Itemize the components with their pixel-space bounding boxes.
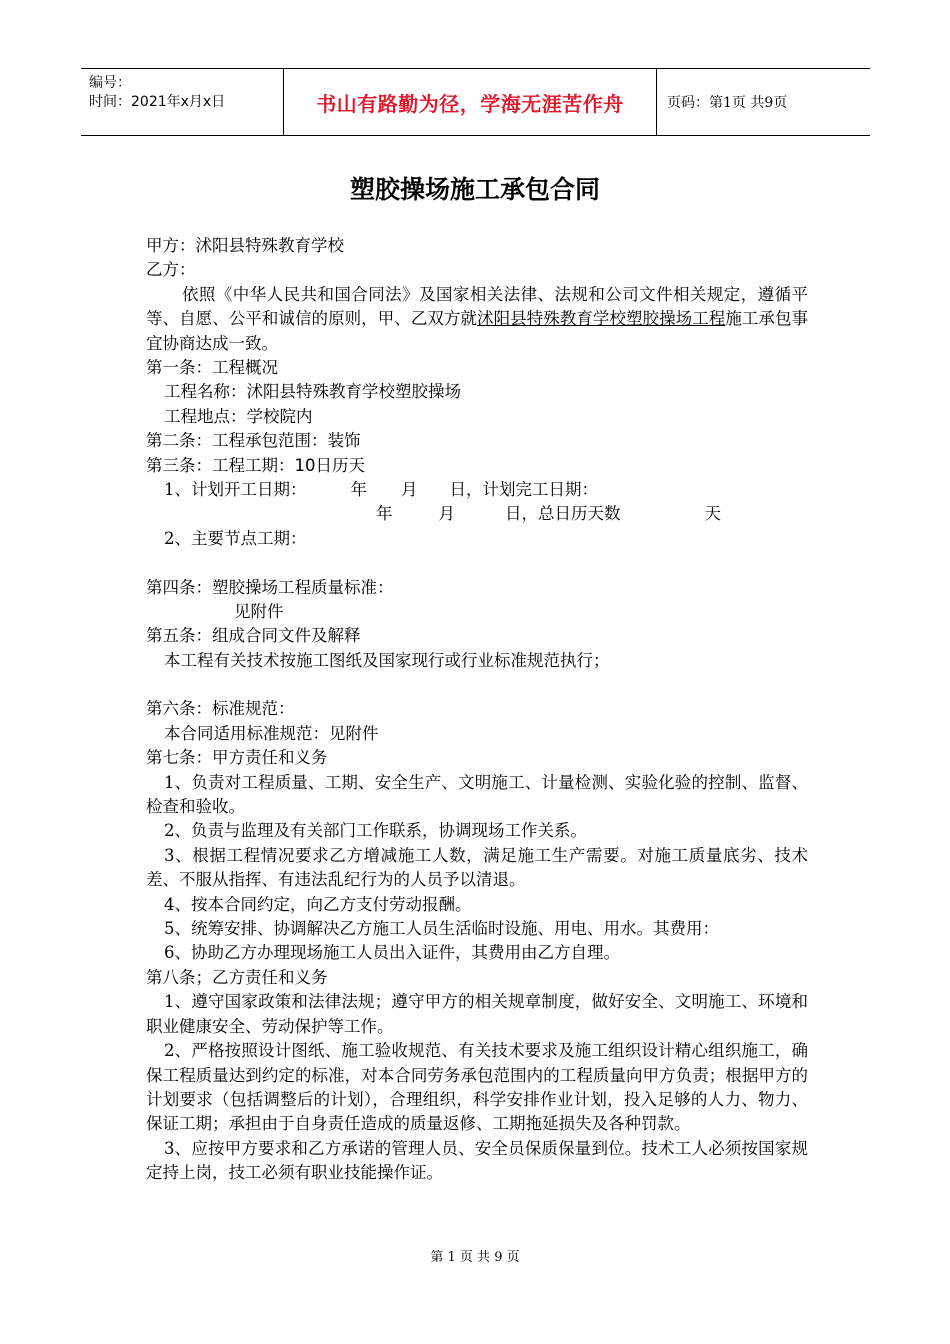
spacer [146,673,808,697]
art7-item: 1、负责对工程质量、工期、安全生产、文明施工、计量检测、实验化验的控制、监督、检查和验收。 [146,772,808,817]
art7-item: 4、按本合同约定，向乙方支付劳动报酬。 [164,894,472,914]
party-b: 乙方： [146,260,196,280]
time-label: 时间：2021年x月x日 [89,94,226,110]
art3-days-unit: 天 [704,504,721,524]
art6-body: 本合同适用标准规范：见附件 [164,723,379,743]
code-label: 编号： [89,75,131,91]
header-motto-cell [283,69,657,135]
art3-day-1: 日 [449,479,466,499]
intro-paragraph [146,283,808,356]
party-a: 甲方：沭阳县特殊教育学校 [146,236,344,255]
art7-item: 2、负责与监理及有关部门工作联系，协调现场工作关系。 [164,821,587,841]
art2-heading: 第二条：工程承包范围：装饰 [146,431,361,451]
art4-body: 见附件 [234,601,284,621]
spacer [146,551,808,575]
art1-heading: 第一条：工程概况 [146,358,278,377]
art3-start-label: 1、计划开工日期： [164,479,307,499]
art3-year-1: 年 [350,479,367,499]
art6-heading: 第六条：标准规范： [146,699,295,719]
art8-item: 3、应按甲方要求和乙方承诺的管理人员、安全员保质保量到位。技术工人必须按国家规定持上岗，技工必须有职业技能操作证。 [146,1138,808,1183]
art5-body: 本工程有关技术按施工图纸及国家现行或行业标准规范执行； [164,650,610,670]
art8-heading: 第八条；乙方责任和义务 [146,967,328,987]
intro-post: 施工承包事宜协商达成一致。 [146,309,809,353]
intro-project-name: 沭阳县特殊教育学校塑胶操场工程 [477,309,726,329]
page-label: 页码：第1页 共9页 [667,95,788,111]
art3-schedule-line2 [146,502,808,526]
art3-node: 2、主要节点工期： [164,528,307,548]
art7-heading: 第七条：甲方责任和义务 [146,748,328,768]
art3-schedule-line1 [146,478,808,502]
document-title: 塑胶操场施工承包合同 [349,175,600,204]
art3-heading: 第三条：工程工期：10日历天 [146,455,365,475]
contract-body [146,234,808,1186]
art1-location: 工程地点：学校院内 [164,406,313,426]
art5-heading: 第五条：组成合同文件及解释 [146,626,361,646]
page-header [81,68,870,136]
art3-year-2: 年 [376,504,393,524]
intro-pre: 依照《中华人民共和国合同法》及国家相关法律、法规和公司文件相关规定，遵循平等、自愿、公平和诚信的原则，甲、乙双方就 [146,284,808,329]
art7-item: 6、协助乙方办理现场施工人员出入证件，其费用由乙方自理。 [164,943,620,963]
art1-name: 工程名称：沭阳县特殊教育学校塑胶操场 [164,382,461,402]
art8-item: 1、遵守国家政策和法律法规；遵守甲方的相关规章制度，做好安全、文明施工、环境和职业健康安全、劳动保护等工作。 [146,992,808,1036]
motto: 书山有路勤为径，学海无涯苦作舟 [316,91,624,116]
art3-month-1: 月 [401,479,418,499]
art3-month-2: 月 [438,504,455,524]
art8-item: 2、严格按照设计图纸、施工验收规范、有关技术要求及施工组织设计精心组织施工，确保工程质量达到约定的标准，对本合同劳务承包范围内的工程质量向甲方负责；根据甲方的计划要求（包括调整后的计划），合理组织，科学安排作业计划，投入足够的人力、物力、保证工期；承担由于自身责任造成的质量返修、工期拖延损失及各种罚款。 [146,1041,808,1134]
header-page-cell [657,69,870,135]
art3-total-label: ，总日历天数 [521,504,621,524]
art3-end-label: ，计划完工日期： [466,479,598,499]
art7-item: 5、统筹安排、协调解决乙方施工人员生活临时设施、用电、用水。其费用： [164,919,719,939]
art7-item: 3、根据工程情况要求乙方增减施工人数，满足施工生产需要。对施工质量底劣、技术差、不服从指挥、有违法乱纪行为的人员予以清退。 [146,845,808,890]
page-footer: 第 1 页 共 9 页 [430,1250,520,1265]
art4-heading: 第四条：塑胶操场工程质量标准： [146,577,394,597]
art3-day-2: 日 [505,504,522,524]
header-meta [81,69,283,135]
